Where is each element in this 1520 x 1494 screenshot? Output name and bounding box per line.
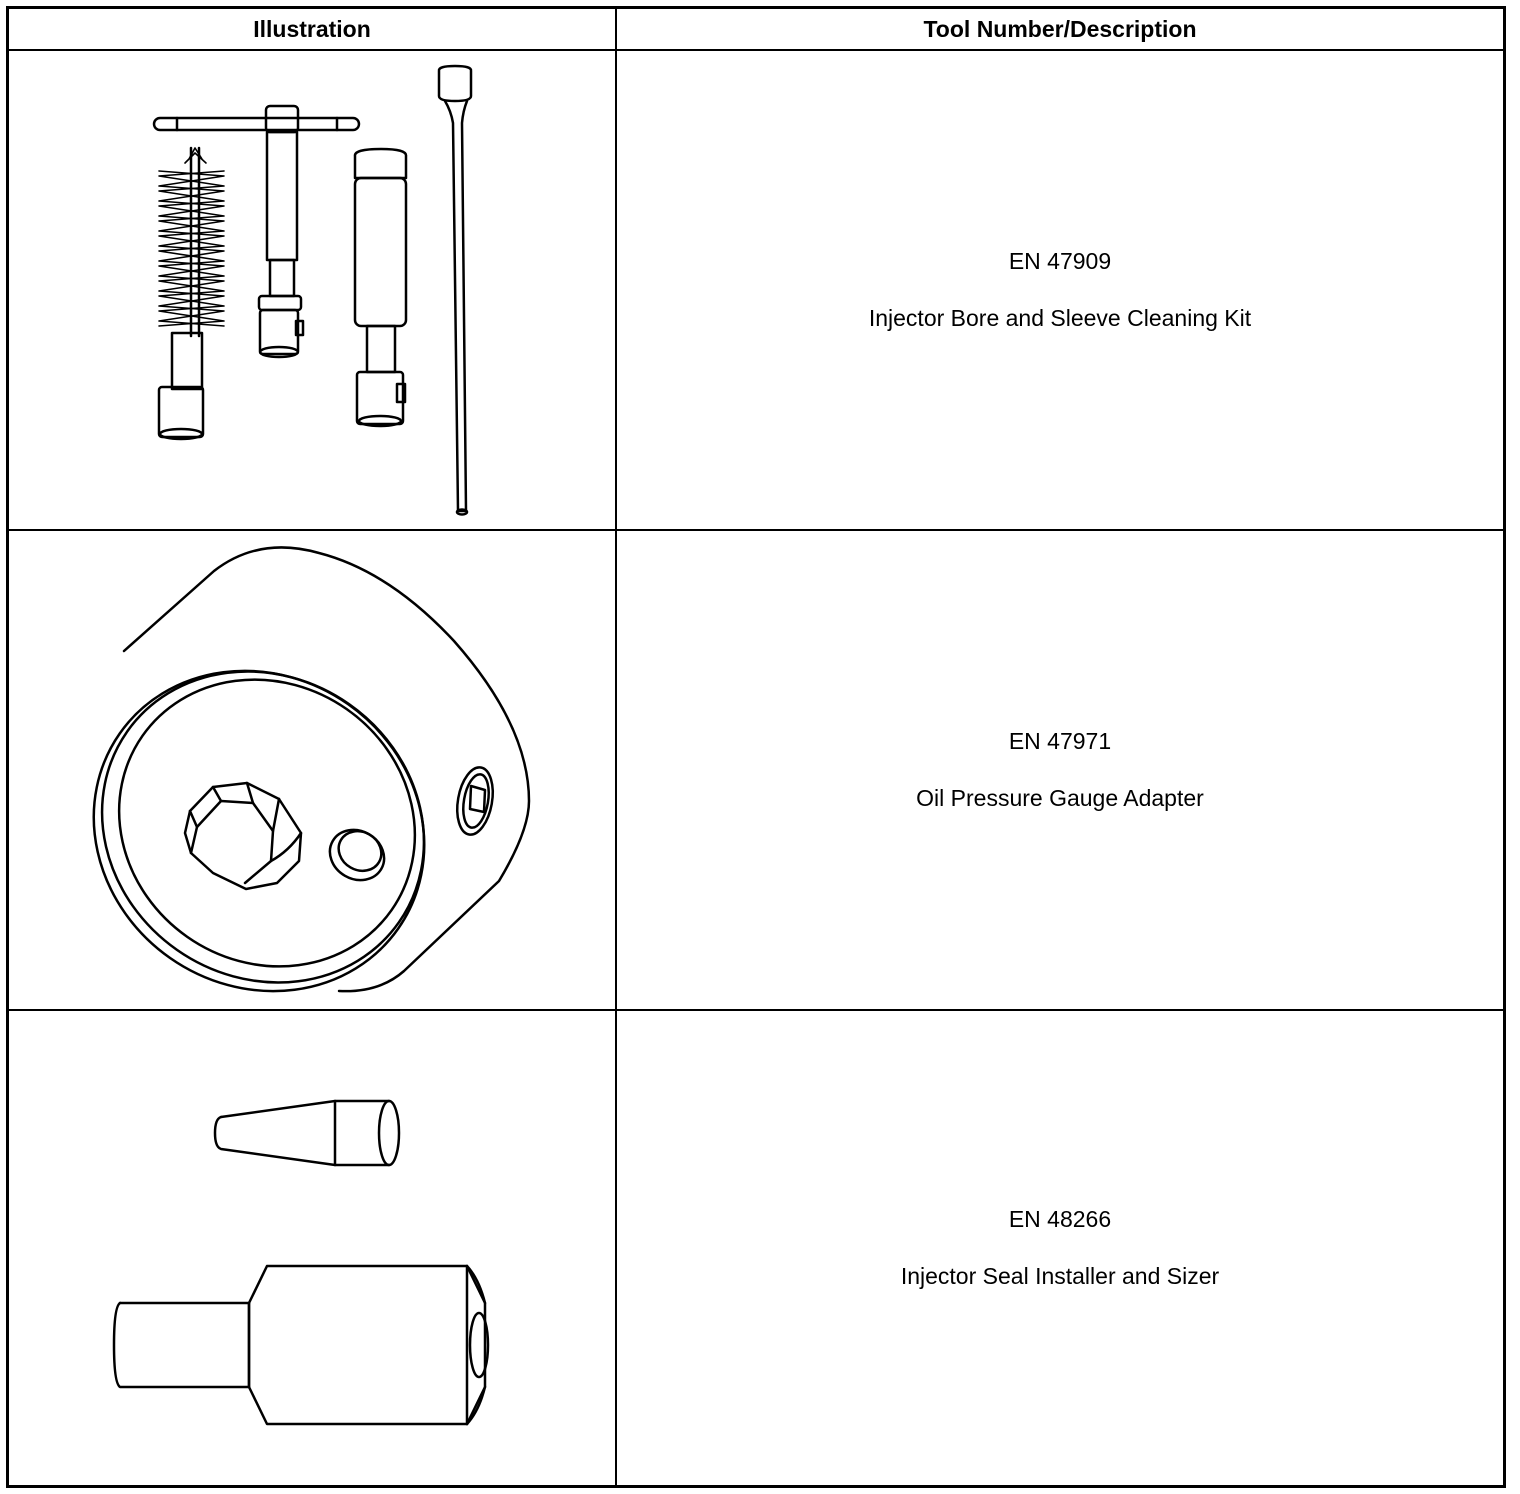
tapered-installer [215, 1101, 399, 1165]
wire-brush [159, 148, 224, 439]
illustration-cell [9, 51, 615, 529]
column-divider [615, 9, 617, 1485]
tool-description: Injector Seal Installer and Sizer [900, 1263, 1220, 1289]
hex-sizer [114, 1266, 488, 1424]
header-tool-description: Tool Number/Description [923, 16, 1197, 42]
gauge-adapter-icon [9, 531, 615, 1011]
header-illustration: Illustration [253, 16, 371, 42]
table-row [9, 531, 1503, 1011]
set-screw [452, 765, 497, 838]
t-handle-tool [154, 106, 359, 357]
illustration-cell [9, 1011, 615, 1485]
tool-description-cell [617, 1011, 1503, 1485]
long-rod [439, 66, 471, 515]
tool-number: EN 48266 [1008, 1206, 1112, 1232]
seal-installer-icon [9, 1011, 615, 1485]
hex-plug [185, 783, 301, 889]
cleaning-kit-icon [9, 51, 615, 531]
tool-description: Injector Bore and Sleeve Cleaning Kit [868, 305, 1252, 331]
tool-table [6, 6, 1506, 1488]
tool-description-cell [617, 531, 1503, 1009]
table-row [9, 1011, 1503, 1485]
tool-description: Oil Pressure Gauge Adapter [916, 785, 1204, 811]
table-header [9, 9, 1503, 51]
tool-number: EN 47971 [1008, 728, 1112, 754]
tool-number: EN 47909 [1008, 248, 1112, 274]
table-row [9, 51, 1503, 531]
illustration-cell [9, 531, 615, 1009]
sleeve-tool [355, 149, 406, 426]
port-hole [321, 820, 393, 890]
tool-description-cell [617, 51, 1503, 529]
